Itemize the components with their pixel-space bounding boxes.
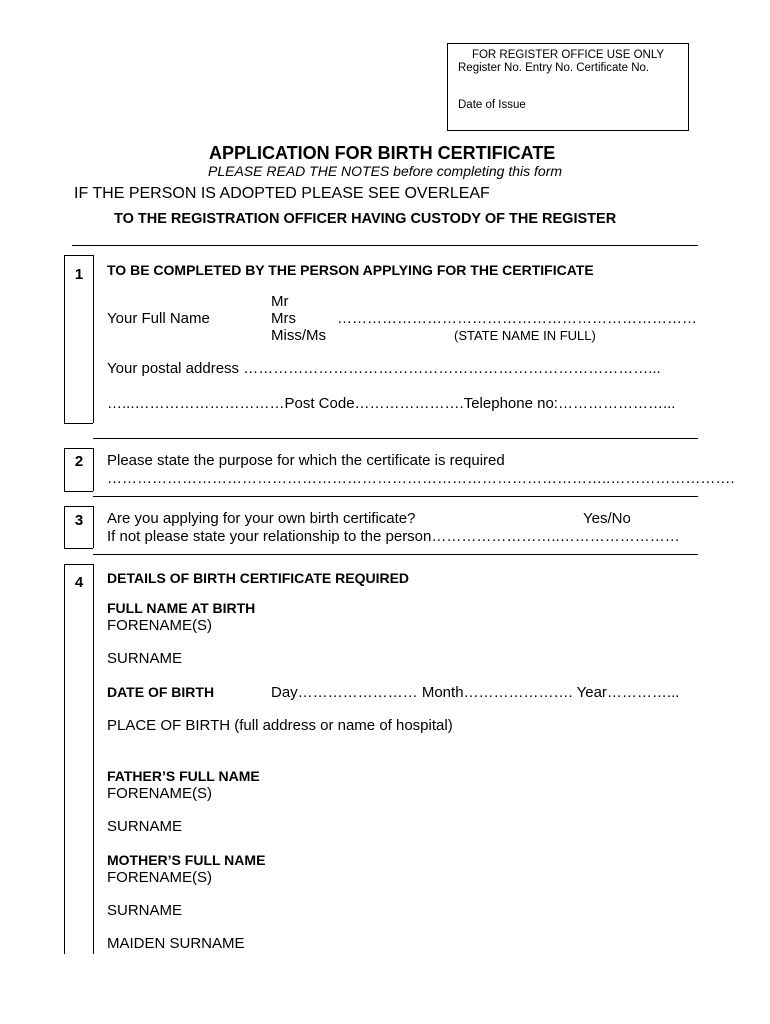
father-surname-field[interactable]: SURNAME	[107, 818, 183, 835]
birth-surname-field[interactable]: SURNAME	[107, 650, 183, 667]
place-of-birth-field[interactable]: PLACE OF BIRTH (full address or name of hospital)	[107, 717, 453, 734]
state-name-note: (STATE NAME IN FULL)	[454, 328, 596, 343]
mother-surname-field[interactable]: SURNAME	[107, 902, 183, 919]
section-1-bracket	[93, 255, 94, 423]
office-use-heading: FOR REGISTER OFFICE USE ONLY	[471, 49, 665, 61]
section-2-number: 2	[74, 453, 84, 470]
section-2-bracket	[64, 491, 93, 492]
father-full-name-heading: FATHER’S FULL NAME	[107, 768, 260, 784]
section-2-bracket	[64, 448, 93, 449]
birth-forenames-field[interactable]: FORENAME(S)	[107, 617, 212, 634]
postal-address-field[interactable]: Your postal address ………………………………………………………………………...	[107, 360, 661, 377]
section-3-bracket	[64, 548, 93, 549]
section-1-bracket	[64, 423, 93, 424]
divider	[93, 554, 698, 555]
section-3-bracket	[93, 506, 94, 548]
divider	[72, 245, 698, 246]
section-4-bracket	[93, 564, 94, 954]
mother-forenames-field[interactable]: FORENAME(S)	[107, 869, 212, 886]
own-certificate-question: Are you applying for your own birth certificate?	[107, 510, 416, 527]
section-4-number: 4	[74, 574, 84, 591]
purpose-field[interactable]: ………………………………………………………………………………………..…………………….	[107, 470, 735, 487]
section-1-number: 1	[74, 266, 84, 283]
office-date-of-issue: Date of Issue	[458, 99, 526, 111]
title-option-miss-ms[interactable]: Miss/Ms	[271, 327, 326, 344]
registration-officer-heading: TO THE REGISTRATION OFFICER HAVING CUSTODY OF THE REGISTER	[114, 211, 617, 227]
section-1-heading: TO BE COMPLETED BY THE PERSON APPLYING FOR THE CERTIFICATE	[107, 262, 594, 278]
section-3-bracket	[64, 506, 93, 507]
mother-full-name-heading: MOTHER’S FULL NAME	[107, 852, 266, 868]
postcode-telephone-field[interactable]: …...…………………………Post Code………………….Telephone no:…………………...	[107, 395, 676, 412]
section-4-bracket	[64, 564, 93, 565]
mother-maiden-surname-field[interactable]: MAIDEN SURNAME	[107, 935, 245, 952]
date-of-birth-label: DATE OF BIRTH	[107, 684, 215, 700]
father-forenames-field[interactable]: FORENAME(S)	[107, 785, 212, 802]
divider	[93, 496, 698, 497]
purpose-label: Please state the purpose for which the certificate is required	[107, 452, 505, 469]
title-option-mrs[interactable]: Mrs	[271, 310, 296, 327]
office-use-box	[447, 43, 689, 131]
section-2-bracket	[93, 448, 94, 491]
section-1-bracket	[64, 255, 93, 256]
title-option-mr[interactable]: Mr	[271, 293, 289, 310]
section-3-number: 3	[74, 512, 84, 529]
full-name-field[interactable]: ………………………………………………………………	[337, 310, 697, 327]
office-register-fields: Register No. Entry No. Certificate No.	[458, 62, 650, 74]
form-subtitle: PLEASE READ THE NOTES before completing this form	[208, 163, 563, 179]
section-4-bracket	[64, 564, 65, 954]
divider	[93, 438, 698, 439]
adopted-note: IF THE PERSON IS ADOPTED PLEASE SEE OVERLEAF	[74, 185, 490, 202]
section-4-heading: DETAILS OF BIRTH CERTIFICATE REQUIRED	[107, 570, 410, 586]
full-name-at-birth-heading: FULL NAME AT BIRTH	[107, 600, 256, 616]
full-name-label: Your Full Name	[107, 310, 210, 327]
yes-no-option[interactable]: Yes/No	[583, 510, 631, 527]
form-title: APPLICATION FOR BIRTH CERTIFICATE	[209, 143, 556, 163]
date-of-birth-field[interactable]: Day…………………… Month…………………. Year…………...	[271, 684, 680, 701]
relationship-field[interactable]: If not please state your relationship to the person……………………..……………………	[107, 528, 680, 545]
